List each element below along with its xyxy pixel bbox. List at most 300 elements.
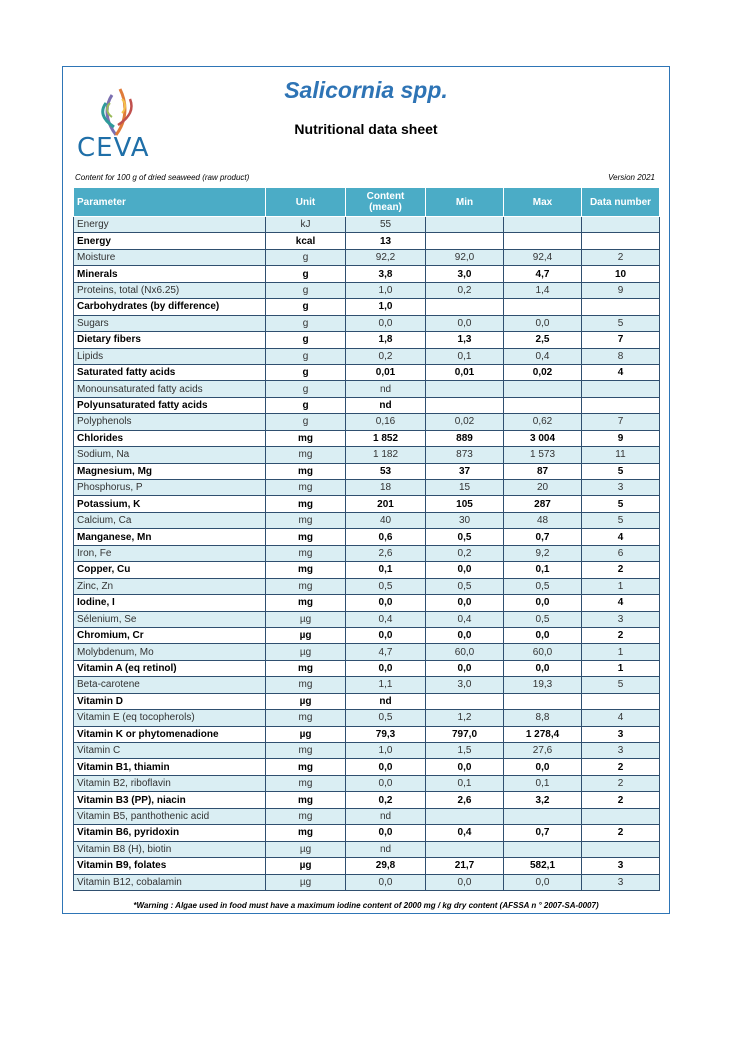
cell-max: 0,4 (504, 348, 582, 364)
cell-min: 797,0 (426, 726, 504, 742)
cell-data-number: 7 (582, 332, 660, 348)
cell-data-number: 2 (582, 825, 660, 841)
cell-unit: g (266, 299, 346, 315)
cell-data-number: 4 (582, 710, 660, 726)
cell-content: 0,01 (346, 364, 426, 380)
cell-max: 1 278,4 (504, 726, 582, 742)
cell-unit: mg (266, 447, 346, 463)
column-header-data-number: Data number (582, 188, 660, 217)
cell-content: 1,1 (346, 677, 426, 693)
cell-content: 13 (346, 233, 426, 249)
cell-max: 0,7 (504, 825, 582, 841)
cell-min: 0,1 (426, 775, 504, 791)
cell-data-number: 2 (582, 249, 660, 265)
cell-max: 27,6 (504, 743, 582, 759)
cell-max: 92,4 (504, 249, 582, 265)
cell-min: 0,02 (426, 414, 504, 430)
table-row (74, 249, 660, 265)
cell-max (504, 381, 582, 397)
cell-parameter: Minerals (74, 266, 266, 282)
cell-content: 0,0 (346, 759, 426, 775)
cell-parameter: Manganese, Mn (74, 529, 266, 545)
cell-unit: mg (266, 578, 346, 594)
cell-content: 1,8 (346, 332, 426, 348)
cell-min: 0,4 (426, 611, 504, 627)
cell-content: 201 (346, 496, 426, 512)
cell-parameter: Polyunsaturated fatty acids (74, 397, 266, 413)
cell-min: 21,7 (426, 858, 504, 874)
cell-data-number (582, 808, 660, 824)
cell-parameter: Vitamin B3 (PP), niacin (74, 792, 266, 808)
table-row (74, 874, 660, 890)
cell-min: 3,0 (426, 266, 504, 282)
cell-data-number: 3 (582, 480, 660, 496)
cell-min: 0,0 (426, 562, 504, 578)
cell-data-number (582, 397, 660, 413)
cell-unit: mg (266, 545, 346, 561)
cell-data-number: 11 (582, 447, 660, 463)
cell-content: 0,6 (346, 529, 426, 545)
cell-min: 1,5 (426, 743, 504, 759)
cell-max: 0,5 (504, 611, 582, 627)
cell-min: 60,0 (426, 644, 504, 660)
cell-unit: mg (266, 562, 346, 578)
cell-data-number (582, 841, 660, 857)
cell-unit: mg (266, 463, 346, 479)
table-row (74, 364, 660, 380)
cell-max: 0,0 (504, 595, 582, 611)
table-row (74, 677, 660, 693)
cell-min (426, 397, 504, 413)
cell-unit: mg (266, 825, 346, 841)
cell-parameter: Vitamin E (eq tocopherols) (74, 710, 266, 726)
cell-parameter: Saturated fatty acids (74, 364, 266, 380)
cell-min: 0,5 (426, 578, 504, 594)
cell-unit: µg (266, 726, 346, 742)
cell-min: 0,0 (426, 660, 504, 676)
cell-min: 1,3 (426, 332, 504, 348)
column-header-max: Max (504, 188, 582, 217)
cell-min: 0,0 (426, 874, 504, 890)
table-row (74, 644, 660, 660)
cell-content: 0,5 (346, 710, 426, 726)
cell-max: 4,7 (504, 266, 582, 282)
cell-unit: mg (266, 529, 346, 545)
table-row (74, 447, 660, 463)
column-header-min: Min (426, 188, 504, 217)
cell-parameter: Chlorides (74, 430, 266, 446)
cell-max: 9,2 (504, 545, 582, 561)
cell-parameter: Copper, Cu (74, 562, 266, 578)
cell-parameter: Sodium, Na (74, 447, 266, 463)
cell-content: 1 182 (346, 447, 426, 463)
cell-content: 1,0 (346, 282, 426, 298)
cell-data-number: 5 (582, 463, 660, 479)
cell-min: 873 (426, 447, 504, 463)
cell-max: 0,1 (504, 775, 582, 791)
cell-data-number (582, 381, 660, 397)
cell-min: 0,2 (426, 282, 504, 298)
table-row (74, 660, 660, 676)
cell-parameter: Energy (74, 233, 266, 249)
cell-data-number: 3 (582, 726, 660, 742)
cell-max: 582,1 (504, 858, 582, 874)
table-row (74, 397, 660, 413)
cell-data-number: 9 (582, 430, 660, 446)
cell-data-number: 2 (582, 775, 660, 791)
cell-content: nd (346, 381, 426, 397)
cell-min (426, 217, 504, 233)
cell-unit: g (266, 397, 346, 413)
cell-content: 92,2 (346, 249, 426, 265)
table-row (74, 710, 660, 726)
cell-unit: µg (266, 693, 346, 709)
table-row (74, 233, 660, 249)
cell-min: 0,0 (426, 595, 504, 611)
table-row (74, 332, 660, 348)
cell-max (504, 397, 582, 413)
cell-parameter: Sugars (74, 315, 266, 331)
cell-unit: g (266, 348, 346, 364)
cell-unit: mg (266, 792, 346, 808)
cell-content: 0,2 (346, 348, 426, 364)
cell-unit: g (266, 282, 346, 298)
table-row (74, 315, 660, 331)
cell-data-number: 1 (582, 578, 660, 594)
cell-data-number: 5 (582, 677, 660, 693)
column-header-content: Content (mean) (346, 188, 426, 217)
ceva-logo-text: CEVA (77, 133, 150, 163)
cell-data-number: 4 (582, 364, 660, 380)
cell-parameter: Vitamin B5, panthothenic acid (74, 808, 266, 824)
cell-min: 0,0 (426, 627, 504, 643)
cell-max: 0,0 (504, 874, 582, 890)
cell-content: 53 (346, 463, 426, 479)
table-row (74, 381, 660, 397)
cell-content: 0,2 (346, 792, 426, 808)
cell-data-number: 8 (582, 348, 660, 364)
cell-data-number (582, 299, 660, 315)
table-row (74, 512, 660, 528)
cell-data-number: 10 (582, 266, 660, 282)
cell-min (426, 693, 504, 709)
cell-unit: kJ (266, 217, 346, 233)
cell-content: 40 (346, 512, 426, 528)
cell-unit: mg (266, 677, 346, 693)
table-row (74, 266, 660, 282)
table-row (74, 595, 660, 611)
cell-data-number: 5 (582, 512, 660, 528)
content-note: Content for 100 g of dried seaweed (raw product) (75, 173, 250, 182)
table-row (74, 841, 660, 857)
iodine-warning: *Warning : Algae used in food must have a maximum iodine content of 2000 mg / kg dry content (AFSSA n ° 2007-SA-0007) (133, 901, 599, 910)
cell-content: 0,0 (346, 775, 426, 791)
cell-max: 0,0 (504, 315, 582, 331)
cell-unit: µg (266, 858, 346, 874)
cell-unit: mg (266, 660, 346, 676)
table-row (74, 627, 660, 643)
column-header-unit: Unit (266, 188, 346, 217)
cell-parameter: Vitamin B1, thiamin (74, 759, 266, 775)
cell-max: 2,5 (504, 332, 582, 348)
cell-parameter: Molybdenum, Mo (74, 644, 266, 660)
cell-max: 0,1 (504, 562, 582, 578)
cell-parameter: Monounsaturated fatty acids (74, 381, 266, 397)
cell-parameter: Vitamin B2, riboflavin (74, 775, 266, 791)
cell-data-number (582, 693, 660, 709)
cell-min: 37 (426, 463, 504, 479)
cell-parameter: Vitamin B6, pyridoxin (74, 825, 266, 841)
cell-parameter: Vitamin D (74, 693, 266, 709)
cell-parameter: Iron, Fe (74, 545, 266, 561)
table-row (74, 463, 660, 479)
cell-max: 0,5 (504, 578, 582, 594)
cell-max: 20 (504, 480, 582, 496)
table-row (74, 858, 660, 874)
cell-max: 8,8 (504, 710, 582, 726)
cell-unit: mg (266, 496, 346, 512)
cell-parameter: Vitamin B12, cobalamin (74, 874, 266, 890)
cell-content: 79,3 (346, 726, 426, 742)
cell-unit: mg (266, 759, 346, 775)
cell-data-number: 5 (582, 315, 660, 331)
cell-content: 0,0 (346, 627, 426, 643)
table-row (74, 545, 660, 561)
table-row (74, 759, 660, 775)
cell-max: 3 004 (504, 430, 582, 446)
cell-content: 1,0 (346, 299, 426, 315)
cell-parameter: Phosphorus, P (74, 480, 266, 496)
cell-max (504, 217, 582, 233)
cell-min: 1,2 (426, 710, 504, 726)
cell-min: 0,0 (426, 315, 504, 331)
table-row (74, 693, 660, 709)
cell-content: nd (346, 808, 426, 824)
cell-max: 0,02 (504, 364, 582, 380)
cell-min: 0,2 (426, 545, 504, 561)
table-row (74, 480, 660, 496)
cell-parameter: Proteins, total (Nx6.25) (74, 282, 266, 298)
cell-parameter: Iodine, I (74, 595, 266, 611)
table-row (74, 825, 660, 841)
cell-data-number: 3 (582, 743, 660, 759)
cell-unit: mg (266, 430, 346, 446)
cell-parameter: Zinc, Zn (74, 578, 266, 594)
table-row (74, 611, 660, 627)
version-label: Version 2021 (608, 173, 655, 182)
table-row (74, 562, 660, 578)
cell-content: 1 852 (346, 430, 426, 446)
cell-unit: g (266, 414, 346, 430)
cell-max (504, 299, 582, 315)
cell-max: 0,0 (504, 660, 582, 676)
cell-max: 0,0 (504, 759, 582, 775)
cell-parameter: Beta-carotene (74, 677, 266, 693)
table-body (74, 217, 660, 891)
cell-data-number: 2 (582, 627, 660, 643)
cell-max (504, 233, 582, 249)
cell-data-number: 2 (582, 792, 660, 808)
cell-min: 105 (426, 496, 504, 512)
cell-max: 0,0 (504, 627, 582, 643)
cell-data-number: 9 (582, 282, 660, 298)
cell-content: 1,0 (346, 743, 426, 759)
cell-min: 2,6 (426, 792, 504, 808)
table-header-row (74, 188, 660, 217)
cell-min: 0,1 (426, 348, 504, 364)
cell-parameter: Dietary fibers (74, 332, 266, 348)
cell-parameter: Vitamin K or phytomenadione (74, 726, 266, 742)
cell-unit: µg (266, 841, 346, 857)
table-row (74, 282, 660, 298)
cell-data-number (582, 233, 660, 249)
cell-data-number: 1 (582, 660, 660, 676)
cell-content: 2,6 (346, 545, 426, 561)
cell-unit: g (266, 332, 346, 348)
cell-content: nd (346, 693, 426, 709)
table-row (74, 430, 660, 446)
cell-unit: mg (266, 743, 346, 759)
cell-max: 0,7 (504, 529, 582, 545)
table-row (74, 348, 660, 364)
page-subtitle: Nutritional data sheet (294, 121, 438, 137)
cell-unit: µg (266, 627, 346, 643)
table-row (74, 529, 660, 545)
cell-max (504, 808, 582, 824)
cell-min (426, 381, 504, 397)
cell-unit: kcal (266, 233, 346, 249)
cell-parameter: Polyphenols (74, 414, 266, 430)
cell-max: 48 (504, 512, 582, 528)
cell-parameter: Sélenium, Se (74, 611, 266, 627)
cell-data-number: 5 (582, 496, 660, 512)
cell-content: nd (346, 841, 426, 857)
cell-content: 0,0 (346, 874, 426, 890)
cell-parameter: Vitamin A (eq retinol) (74, 660, 266, 676)
table-row (74, 775, 660, 791)
cell-min: 30 (426, 512, 504, 528)
cell-min: 0,4 (426, 825, 504, 841)
cell-min (426, 299, 504, 315)
nutrition-table (73, 187, 660, 891)
cell-data-number: 6 (582, 545, 660, 561)
cell-content: 18 (346, 480, 426, 496)
cell-content: nd (346, 397, 426, 413)
cell-unit: g (266, 249, 346, 265)
cell-parameter: Lipids (74, 348, 266, 364)
cell-content: 0,4 (346, 611, 426, 627)
cell-min (426, 841, 504, 857)
cell-min: 889 (426, 430, 504, 446)
cell-content: 0,5 (346, 578, 426, 594)
cell-parameter: Magnesium, Mg (74, 463, 266, 479)
cell-min: 0,0 (426, 759, 504, 775)
cell-parameter: Chromium, Cr (74, 627, 266, 643)
cell-max (504, 693, 582, 709)
cell-unit: g (266, 266, 346, 282)
cell-content: 0,0 (346, 315, 426, 331)
cell-parameter: Vitamin C (74, 743, 266, 759)
cell-data-number: 2 (582, 562, 660, 578)
cell-data-number: 4 (582, 595, 660, 611)
cell-data-number: 3 (582, 874, 660, 890)
cell-parameter: Vitamin B8 (H), biotin (74, 841, 266, 857)
cell-unit: mg (266, 480, 346, 496)
cell-max: 19,3 (504, 677, 582, 693)
table-row (74, 578, 660, 594)
cell-data-number (582, 217, 660, 233)
cell-min: 0,01 (426, 364, 504, 380)
cell-data-number: 3 (582, 611, 660, 627)
cell-unit: mg (266, 775, 346, 791)
table-row (74, 414, 660, 430)
cell-unit: µg (266, 644, 346, 660)
cell-content: 4,7 (346, 644, 426, 660)
cell-parameter: Potassium, K (74, 496, 266, 512)
cell-parameter: Vitamin B9, folates (74, 858, 266, 874)
cell-max: 87 (504, 463, 582, 479)
table-row (74, 792, 660, 808)
table-row (74, 726, 660, 742)
cell-content: 0,0 (346, 660, 426, 676)
cell-unit: mg (266, 808, 346, 824)
table-row (74, 743, 660, 759)
nutrition-sheet (62, 66, 670, 914)
page-title: Salicornia spp. (284, 77, 448, 103)
cell-max (504, 841, 582, 857)
cell-max: 60,0 (504, 644, 582, 660)
cell-parameter: Calcium, Ca (74, 512, 266, 528)
table-row (74, 808, 660, 824)
cell-max: 3,2 (504, 792, 582, 808)
cell-data-number: 4 (582, 529, 660, 545)
cell-unit: g (266, 364, 346, 380)
table-row (74, 299, 660, 315)
cell-min: 15 (426, 480, 504, 496)
cell-content: 0,16 (346, 414, 426, 430)
cell-content: 55 (346, 217, 426, 233)
cell-min: 92,0 (426, 249, 504, 265)
cell-content: 29,8 (346, 858, 426, 874)
cell-unit: µg (266, 611, 346, 627)
cell-unit: mg (266, 595, 346, 611)
cell-content: 0,0 (346, 595, 426, 611)
cell-min (426, 808, 504, 824)
table-row (74, 217, 660, 233)
cell-data-number: 1 (582, 644, 660, 660)
cell-content: 3,8 (346, 266, 426, 282)
cell-data-number: 3 (582, 858, 660, 874)
cell-data-number: 2 (582, 759, 660, 775)
cell-data-number: 7 (582, 414, 660, 430)
cell-max: 287 (504, 496, 582, 512)
column-header-parameter: Parameter (74, 188, 266, 217)
cell-max: 0,62 (504, 414, 582, 430)
cell-unit: mg (266, 710, 346, 726)
cell-parameter: Carbohydrates (by difference) (74, 299, 266, 315)
cell-min: 0,5 (426, 529, 504, 545)
cell-unit: mg (266, 512, 346, 528)
cell-parameter: Moisture (74, 249, 266, 265)
cell-unit: g (266, 315, 346, 331)
cell-content: 0,1 (346, 562, 426, 578)
cell-max: 1 573 (504, 447, 582, 463)
cell-min: 3,0 (426, 677, 504, 693)
cell-max: 1,4 (504, 282, 582, 298)
cell-unit: g (266, 381, 346, 397)
cell-content: 0,0 (346, 825, 426, 841)
cell-min (426, 233, 504, 249)
